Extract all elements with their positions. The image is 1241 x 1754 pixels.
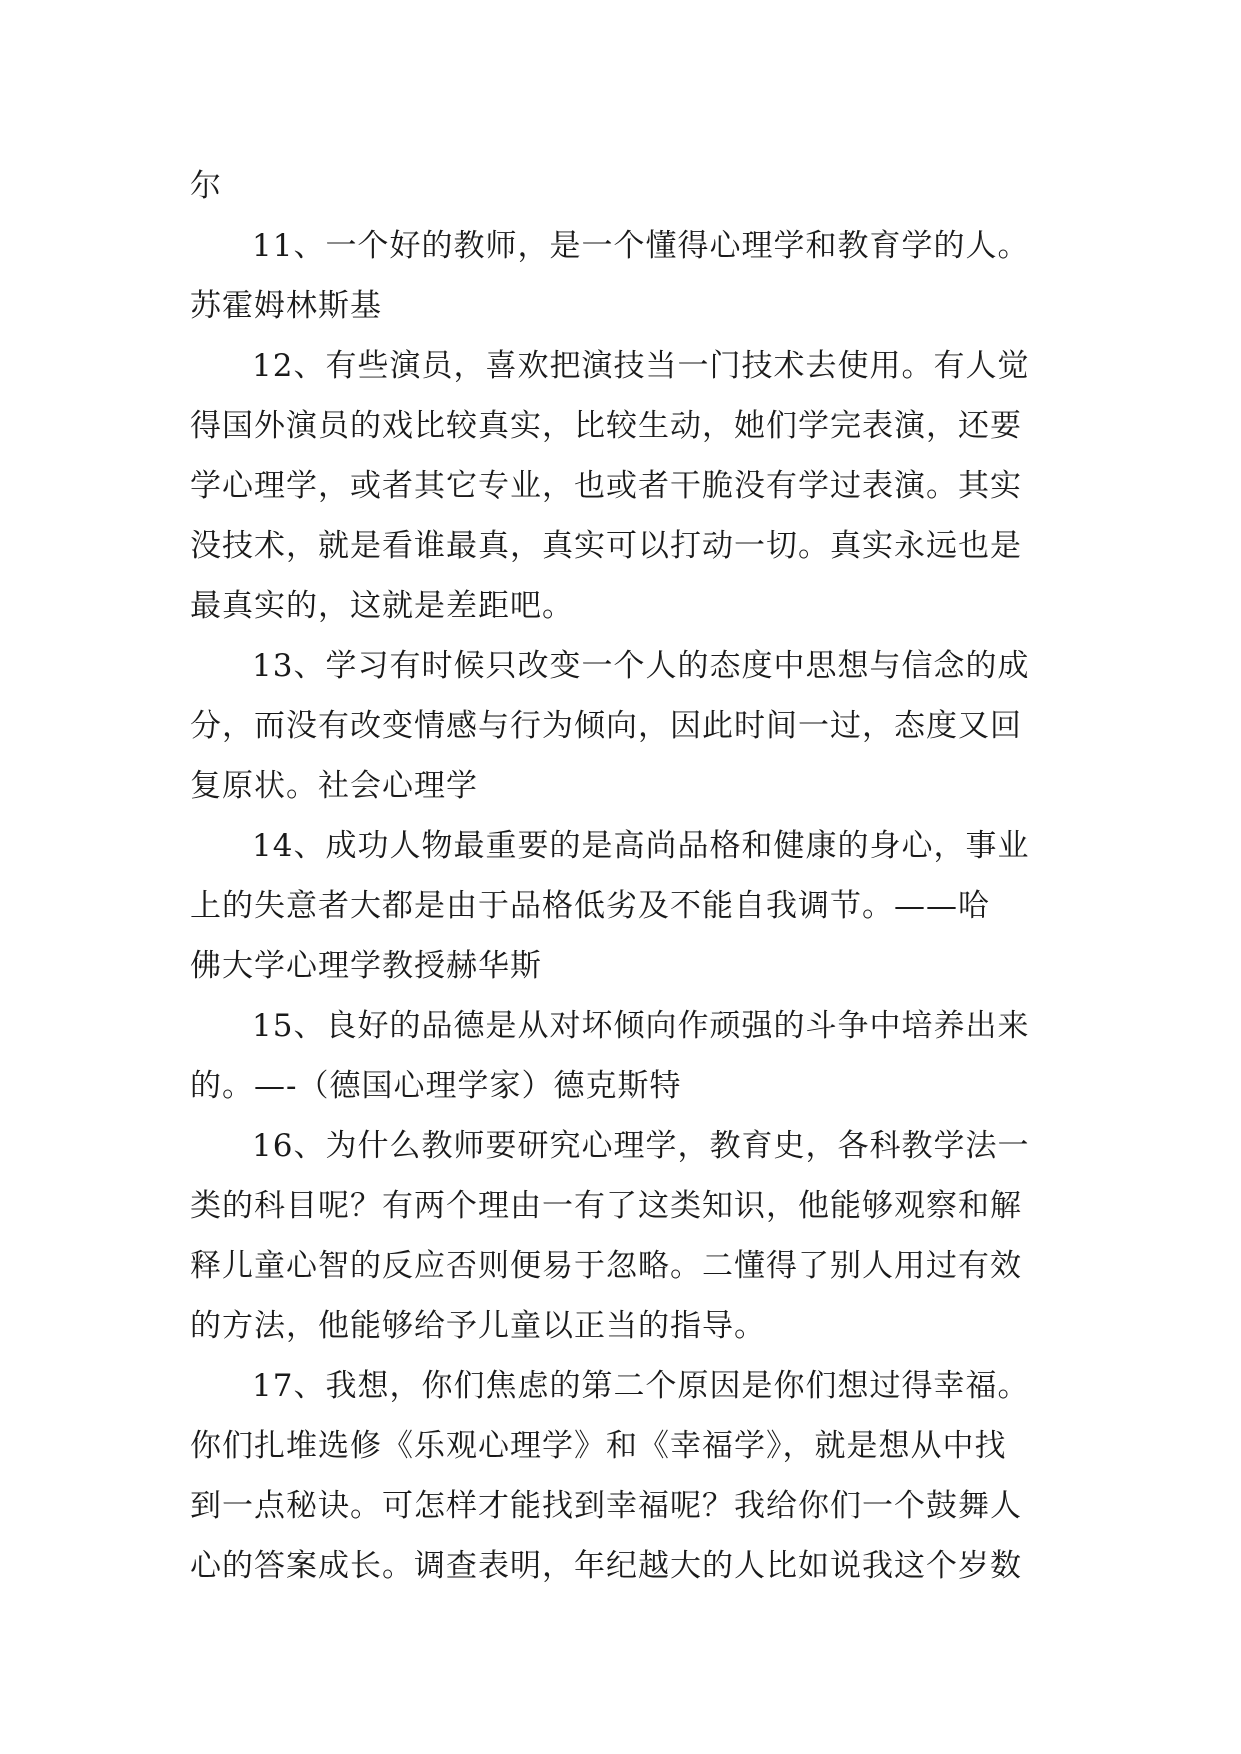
text-line: 17、我想，你们焦虑的第二个原因是你们想过得幸福。 bbox=[252, 1368, 1030, 1404]
text-line: 你们扎堆选修《乐观心理学》和《幸福学》，就是想从中找 bbox=[190, 1428, 1007, 1464]
text-line: 最真实的，这就是差距吧。 bbox=[190, 588, 574, 624]
text-line: 没技术，就是看谁最真，真实可以打动一切。真实永远也是 bbox=[190, 528, 1022, 564]
text-line: 类的科目呢？有两个理由一有了这类知识，他能够观察和解 bbox=[190, 1188, 1022, 1224]
text-line: 释儿童心智的反应否则便易于忽略。二懂得了别人用过有效 bbox=[190, 1248, 1022, 1284]
text-line: 16、为什么教师要研究心理学，教育史，各科教学法一 bbox=[252, 1128, 1030, 1164]
text-line: 佛大学心理学教授赫华斯 bbox=[190, 948, 542, 984]
text-line: 复原状。社会心理学 bbox=[190, 768, 478, 804]
text-line: 尔 bbox=[190, 168, 222, 204]
text-line: 11、一个好的教师，是一个懂得心理学和教育学的人。 bbox=[252, 228, 1030, 264]
text-line: 12、有些演员，喜欢把演技当一门技术去使用。有人觉 bbox=[252, 348, 1030, 384]
text-line: 到一点秘诀。可怎样才能找到幸福呢？我给你们一个鼓舞人 bbox=[190, 1488, 1022, 1524]
text-line: 的。—-（德国心理学家）德克斯特 bbox=[190, 1068, 682, 1104]
text-line: 分，而没有改变情感与行为倾向，因此时间一过，态度又回 bbox=[190, 708, 1022, 744]
text-line: 得国外演员的戏比较真实，比较生动，她们学完表演，还要 bbox=[190, 408, 1022, 444]
text-line: 苏霍姆林斯基 bbox=[190, 288, 382, 324]
text-line: 心的答案成长。调查表明，年纪越大的人比如说我这个岁数 bbox=[190, 1548, 1022, 1584]
text-line: 14、成功人物最重要的是高尚品格和健康的身心，事业 bbox=[252, 828, 1030, 864]
text-line: 学心理学，或者其它专业，也或者干脆没有学过表演。其实 bbox=[190, 468, 1022, 504]
text-line: 的方法，他能够给予儿童以正当的指导。 bbox=[190, 1308, 766, 1344]
text-line: 上的失意者大都是由于品格低劣及不能自我调节。——哈 bbox=[190, 888, 990, 924]
text-line: 13、学习有时候只改变一个人的态度中思想与信念的成 bbox=[252, 648, 1030, 684]
text-line: 15、良好的品德是从对坏倾向作顽强的斗争中培养出来 bbox=[252, 1008, 1030, 1044]
